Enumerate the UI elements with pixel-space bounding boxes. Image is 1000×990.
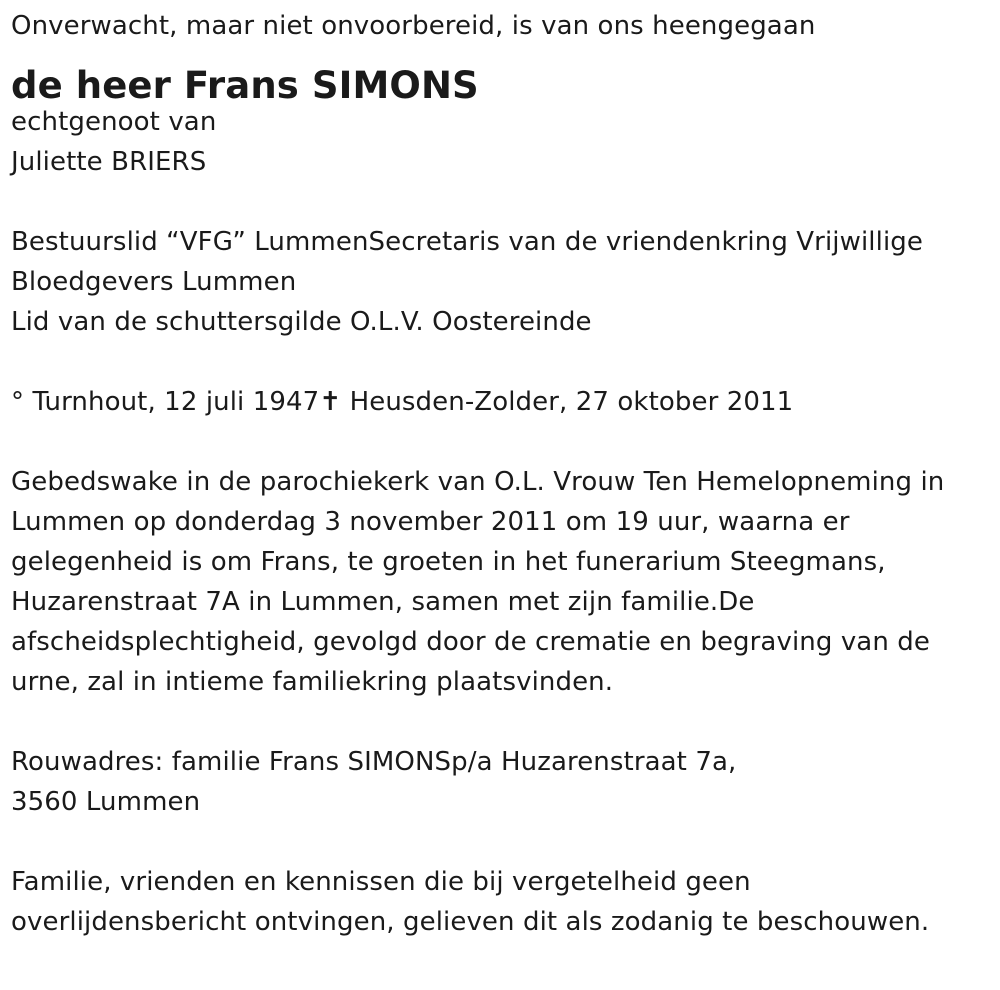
death-date: Heusden-Zolder, 27 oktober 2011	[341, 387, 794, 417]
spacer	[11, 702, 991, 742]
address-line-1: Rouwadres: familie Frans SIMONSp/a Huzarenstraat 7a,	[11, 747, 737, 777]
spacer	[11, 182, 991, 222]
spouse-label: echtgenoot van	[11, 107, 217, 137]
ceremony-line-5: afscheidsplechtigheid, gevolgd door de crematie en begraving van de	[11, 627, 930, 657]
spouse-name: Juliette BRIERS	[11, 147, 207, 177]
role-line-2: Bloedgevers Lummen	[11, 267, 297, 297]
address-line-2: 3560 Lummen	[11, 787, 201, 817]
birth-date: ° Turnhout, 12 juli 1947	[11, 387, 320, 417]
ceremony-line-2: Lummen op donderdag 3 november 2011 om 19 uur, waarna er	[11, 507, 850, 537]
cross-icon: ✝	[319, 387, 342, 417]
spacer	[11, 822, 991, 862]
ceremony-line-6: urne, zal in intieme familiekring plaatsvinden.	[11, 667, 614, 697]
closing-line-1: Familie, vrienden en kennissen die bij vergetelheid geen	[11, 867, 751, 897]
closing-line-2: overlijdensbericht ontvingen, gelieven dit als zodanig te beschouwen.	[11, 907, 930, 937]
role-line-1: Bestuurslid “VFG” LummenSecretaris van de vriendenkring Vrijwillige	[11, 227, 923, 257]
dates-line	[11, 382, 991, 422]
ceremony-line-1: Gebedswake in de parochiekerk van O.L. Vrouw Ten Hemelopneming in	[11, 467, 945, 497]
spacer	[11, 342, 991, 382]
spacer	[11, 422, 991, 462]
ceremony-line-4: Huzarenstraat 7A in Lummen, samen met zijn familie.De	[11, 587, 755, 617]
obituary-notice	[11, 6, 991, 942]
intro-text: Onverwacht, maar niet onvoorbereid, is van ons heengegaan	[11, 11, 816, 41]
ceremony-line-3: gelegenheid is om Frans, te groeten in het funerarium Steegmans,	[11, 547, 886, 577]
deceased-name: de heer Frans SIMONS	[11, 64, 479, 107]
role-line-3: Lid van de schuttersgilde O.L.V. Oostereinde	[11, 307, 592, 337]
